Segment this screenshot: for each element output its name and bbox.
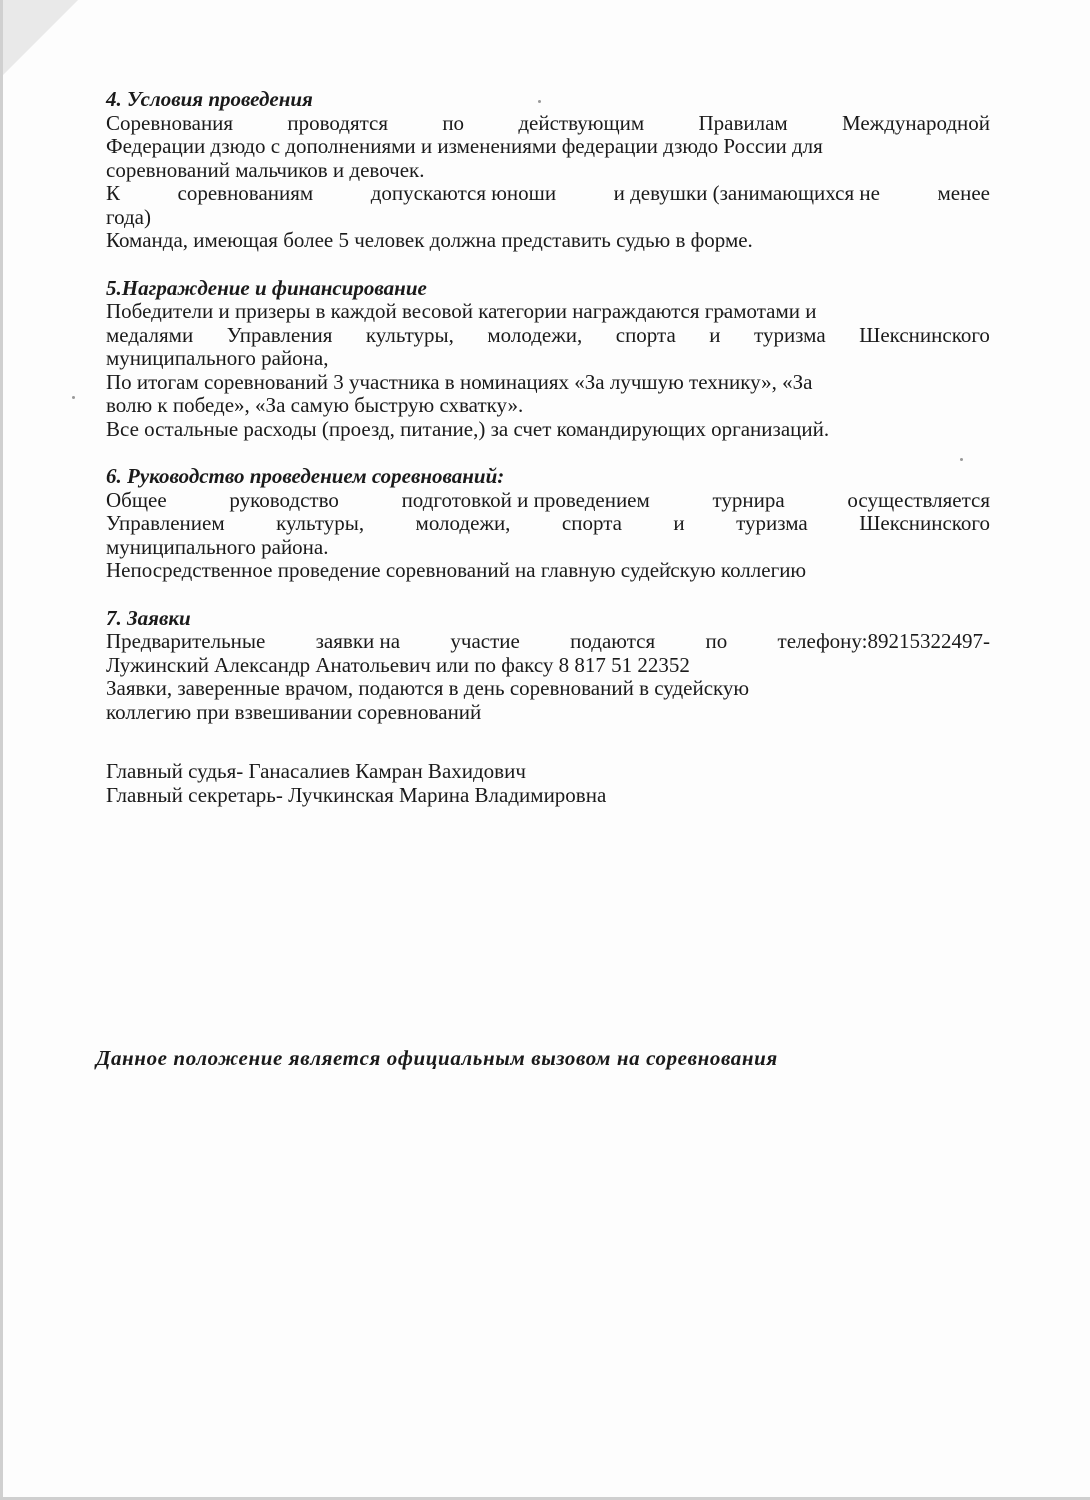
text-fragment: муниципального района. (106, 535, 329, 559)
text-line (106, 489, 990, 513)
text-fragment: По итогам соревнований 3 участника в номинациях «За лучшую технику», «За (106, 370, 813, 394)
text-fragment: Международной (841, 111, 990, 135)
text-line (106, 512, 990, 536)
text-line (106, 112, 990, 136)
section-6 (106, 465, 990, 583)
text-fragment: туризма (754, 323, 826, 347)
text-line (106, 300, 990, 324)
section-title: 6. Руководство проведением соревнований: (106, 464, 505, 488)
text-fragment: по (442, 111, 465, 135)
text-line (106, 371, 990, 395)
text-line (106, 135, 990, 159)
text-fragment: по (705, 630, 728, 653)
text-fragment: подаются (570, 630, 656, 653)
text-fragment: соревнований мальчиков и девочек. (106, 158, 425, 182)
text-fragment: руководство (229, 488, 339, 512)
text-fragment: менее (937, 182, 990, 205)
chief-secretary-line: Главный секретарь- Лучкинская Марина Владимировна (106, 783, 607, 807)
closing-statement: Данное положение является официальным вызовом на соревнования (96, 1046, 778, 1070)
text-fragment: действующим (518, 111, 645, 135)
text-line (106, 630, 990, 654)
text-fragment: Управления (226, 323, 333, 347)
text-line (106, 159, 990, 183)
section-gap (106, 583, 990, 607)
text-line (106, 654, 990, 678)
text-fragment: турнира (712, 488, 785, 512)
text-fragment: соревнованиям (177, 182, 314, 205)
text-fragment: Правилам (698, 111, 788, 135)
section-7 (106, 607, 990, 725)
text-fragment: года) (106, 205, 151, 229)
text-fragment: телефону:89215322497- (777, 630, 990, 653)
text-fragment: участие (450, 630, 520, 653)
officials-block (106, 760, 990, 807)
text-line (106, 677, 990, 701)
text-fragment: Команда, имеющая более 5 человек должна представить судью в форме. (106, 229, 753, 252)
text-fragment: Федерации дзюдо с дополнениями и изменениями федерации дзюдо России для (106, 135, 823, 158)
text-line (106, 418, 990, 442)
text-fragment: Шекснинского (859, 512, 990, 535)
chief-judge-line: Главный судья- Ганасалиев Камран Вахидович (106, 760, 526, 783)
text-fragment: проводятся (287, 111, 389, 135)
text-fragment: допускаются юноши (370, 182, 557, 205)
text-fragment: молодежи, (415, 512, 511, 535)
text-fragment: заявки на (315, 630, 401, 653)
text-fragment: культуры, (365, 323, 454, 347)
text-fragment: Предварительные (106, 630, 266, 653)
text-fragment: и (709, 323, 721, 347)
text-fragment: Шекснинского (859, 323, 990, 347)
text-line (106, 347, 990, 371)
text-fragment: Лужинский Александр Анатольевич или по факсу 8 817 51 22352 (106, 653, 690, 677)
text-line (106, 536, 990, 560)
text-line (106, 182, 990, 206)
text-fragment: молодежи, (487, 323, 583, 347)
section-gap (106, 724, 990, 760)
text-fragment: и (673, 512, 685, 535)
text-fragment: осуществляется (847, 488, 990, 512)
text-line (106, 206, 990, 230)
section-gap (106, 441, 990, 465)
folded-corner (0, 0, 78, 78)
text-fragment: Все остальные расходы (проезд, питание,) за счет командирующих организаций. (106, 417, 830, 441)
text-fragment: К (106, 182, 121, 205)
text-fragment: Победители и призеры в каждой весовой категории награждаются грамотами и (106, 300, 817, 323)
text-fragment: спорта (561, 512, 622, 535)
text-fragment: подготовкой и проведением (401, 488, 650, 512)
text-fragment: Соревнования (106, 111, 234, 135)
text-line (106, 559, 990, 583)
text-fragment: муниципального района, (106, 347, 329, 370)
text-line (106, 394, 990, 418)
section-title: 4. Условия проведения (106, 87, 313, 111)
text-line (106, 229, 990, 253)
text-fragment: медалями (106, 323, 194, 347)
section-title: 7. Заявки (106, 605, 191, 630)
text-fragment: Общее (106, 488, 167, 512)
text-fragment: волю к победе», «За самую быструю схватку». (106, 394, 524, 417)
text-fragment: Управлением (106, 512, 225, 535)
text-fragment: Непосредственное проведение соревнований на главную судейскую коллегию (106, 559, 807, 582)
scan-speck (72, 396, 75, 399)
section-gap (106, 253, 990, 277)
document-body (106, 88, 990, 807)
section-4 (106, 88, 990, 253)
text-fragment: коллегию при взвешивании соревнований (106, 700, 482, 724)
text-fragment: спорта (615, 323, 676, 347)
text-fragment: и девушки (занимающихся не (613, 182, 880, 205)
section-title: 5.Награждение и финансирование (106, 275, 427, 300)
text-line (106, 324, 990, 348)
text-fragment: туризма (736, 512, 808, 535)
text-fragment: культуры, (276, 512, 365, 535)
text-line (106, 701, 990, 725)
section-5 (106, 277, 990, 442)
text-fragment: Заявки, заверенные врачом, подаются в день соревнований в судейскую (106, 677, 750, 700)
scan-edge-left (0, 0, 3, 1500)
